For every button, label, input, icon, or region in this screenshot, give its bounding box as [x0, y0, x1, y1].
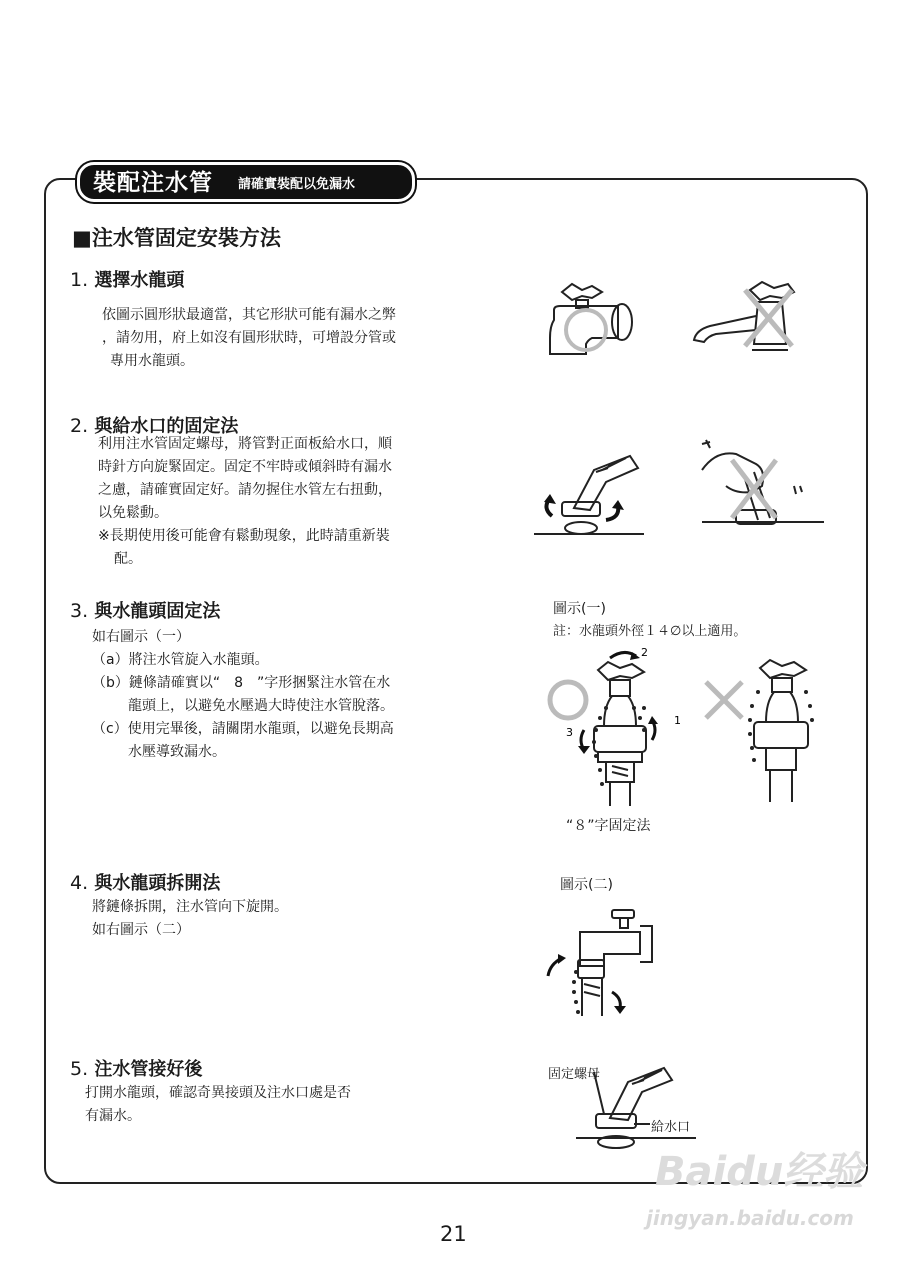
figure-8-chain-illustration [540, 646, 680, 806]
step-3-line: （b）鏈條請確實以“ 8 ”字形捆緊注水管在水 [92, 675, 391, 691]
step-2-text [98, 433, 392, 571]
inlet-label: 給水口 [651, 1120, 691, 1135]
step-1-title: 選擇水龍頭 [94, 270, 185, 291]
wrong-grip-illustration [696, 430, 826, 540]
step-4-text [92, 896, 288, 942]
step-1-line: 專用水龍頭。 [110, 353, 194, 369]
step-3-line: （c）使用完畢後，請關閉水龍頭，以避免長期高 [92, 721, 394, 737]
step-3-title: 與水龍頭固定法 [94, 601, 221, 622]
fig1-label: 圖示(一) [553, 601, 606, 617]
step-3-line: 水壓導致漏水。 [128, 744, 226, 760]
step-2-title: 與給水口的固定法 [94, 416, 239, 437]
step-3-text [92, 626, 394, 764]
step-3-line: 如右圖示（一） [92, 629, 190, 645]
step-4-heading [70, 869, 220, 895]
step-3-number: 3. [70, 600, 89, 622]
unsuitable-faucet-illustration [690, 280, 800, 365]
round-faucet-illustration [540, 280, 640, 365]
step-5-line: 有漏水。 [85, 1108, 141, 1124]
step-2-number: 2. [70, 415, 89, 437]
step-4-title: 與水龍頭拆開法 [94, 873, 221, 894]
step-3-line: 龍頭上，以避免水壓過大時使注水管脫落。 [128, 698, 394, 714]
header-subtitle: 請確實裝配以免漏水 [238, 177, 356, 192]
watermark-url: jingyan.baidu.com [646, 1206, 854, 1230]
step-1-line: 依圖示圓形狀最適當，其它形狀可能有漏水之弊 [102, 307, 396, 323]
step-3-heading [70, 597, 220, 623]
step-3-line: （a）將注水管旋入水龍頭。 [92, 652, 269, 668]
step-1-heading [70, 266, 184, 292]
step-2-line: 之慮，請確實固定好。請勿握住水管左右扭動， [98, 482, 392, 498]
fig1-step-number: 3 [566, 726, 573, 739]
step-5-title: 注水管接好後 [94, 1059, 203, 1080]
step-5-line: 打開水龍頭，確認奇異接頭及注水口處是否 [85, 1085, 351, 1101]
step-1-text [102, 304, 396, 373]
step-4-number: 4. [70, 872, 89, 894]
step-4-line: 將鏈條拆開，注水管向下旋開。 [92, 899, 288, 915]
hose-removal-illustration [540, 906, 670, 1026]
step-2-line: 配。 [114, 551, 142, 567]
inlet-tightening-illustration [534, 450, 644, 540]
header-title: 裝配注水管 [93, 170, 213, 196]
page-number: 21 [440, 1222, 467, 1246]
step-2-line: 以免鬆動。 [98, 505, 168, 521]
step-2-line: 利用注水管固定螺母，將管對正面板給水口，順 [98, 436, 392, 452]
step-2-line: ※長期使用後可能會有鬆動現象，此時請重新裝 [98, 528, 390, 544]
step-5-text [85, 1082, 351, 1128]
wrong-chain-illustration [700, 652, 820, 802]
fig2-label: 圖示(二) [560, 877, 613, 893]
fig1-caption: “８”字固定法 [566, 818, 651, 834]
step-5-heading [70, 1055, 202, 1081]
section-title: ■注水管固定安裝方法 [72, 226, 281, 250]
fig1-note: 註：水龍頭外徑１４∅以上適用。 [553, 624, 747, 639]
step-2-line: 時針方向旋緊固定。固定不牢時或傾斜時有漏水 [98, 459, 392, 475]
watermark-brand: Baidu经验 [655, 1149, 864, 1195]
nut-label: 固定螺母 [548, 1067, 601, 1082]
step-1-line: ，請勿用，府上如沒有圓形狀時，可增設分管或 [102, 330, 396, 346]
fig1-step-number: 1 [674, 714, 681, 727]
step-1-number: 1. [70, 269, 89, 291]
fig1-step-number: 2 [641, 646, 648, 659]
step-5-number: 5. [70, 1058, 89, 1080]
step-4-line: 如右圖示（二） [92, 922, 190, 938]
